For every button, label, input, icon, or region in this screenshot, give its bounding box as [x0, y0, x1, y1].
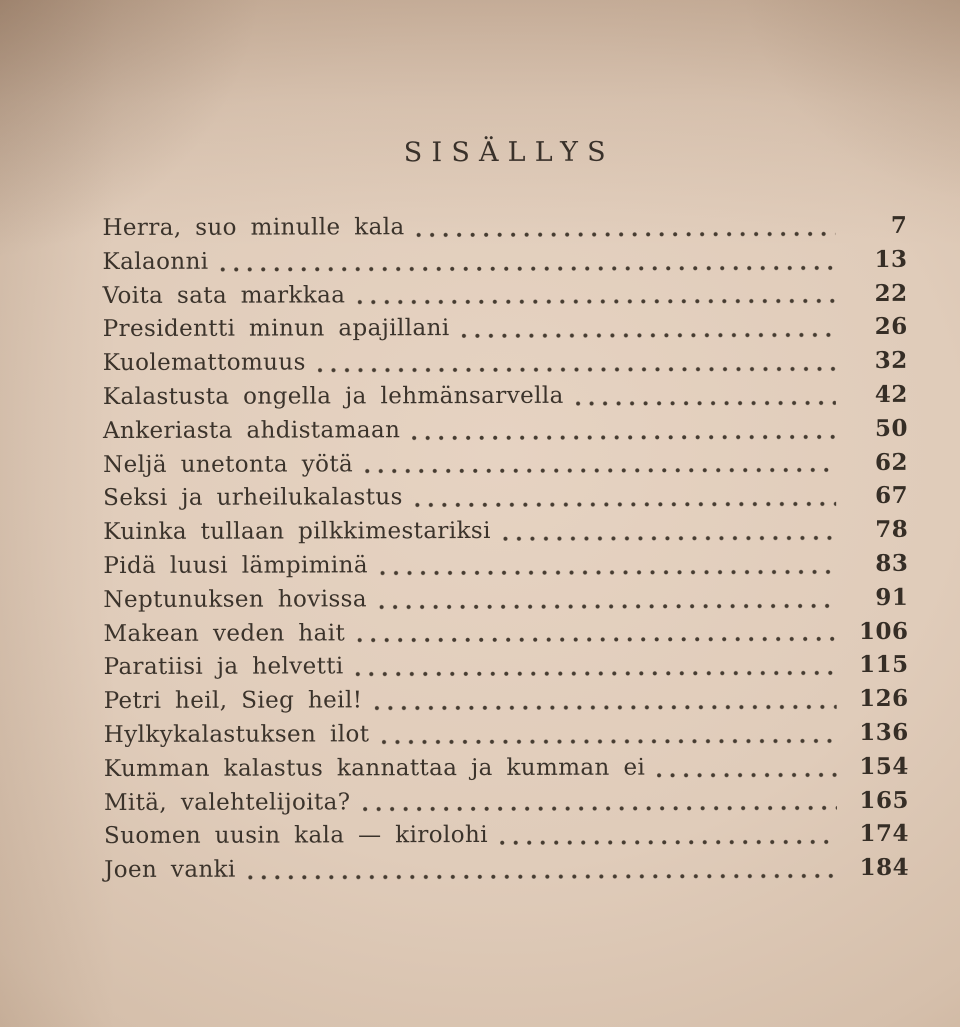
toc-entry-title: Kumman kalastus kannattaa ja kumman ei	[103, 754, 646, 782]
dot-leader	[357, 636, 836, 643]
toc-page-number: 91	[875, 583, 909, 611]
toc-entry-title: Neptunuksen hovissa	[103, 586, 367, 613]
toc-row	[104, 719, 909, 755]
toc-entry-title: Presidentti minun apajillani	[102, 315, 450, 343]
toc-entry-title: Ankeriasta ahdistamaan	[102, 416, 401, 444]
dot-leader	[380, 569, 836, 576]
toc-row	[104, 854, 909, 890]
toc-entry-title: Joen vanki	[104, 856, 236, 884]
toc-page-number: 22	[874, 279, 908, 307]
toc-page-number: 126	[859, 685, 909, 713]
toc-row	[104, 820, 909, 856]
toc-row	[103, 381, 908, 417]
dot-leader	[500, 839, 837, 846]
toc-row	[103, 482, 908, 518]
toc-row	[102, 246, 907, 282]
toc-entry-title: Neljä unetonta yötä	[103, 450, 354, 478]
toc-page-number: 165	[859, 786, 909, 814]
toc-page-number: 67	[875, 482, 909, 510]
dot-leader	[415, 501, 836, 508]
dot-leader	[462, 332, 836, 339]
toc-row	[103, 313, 908, 349]
toc-row	[103, 347, 908, 383]
toc-row	[103, 617, 908, 653]
toc-row	[103, 448, 908, 484]
dot-leader	[657, 772, 837, 778]
toc-page-number: 7	[890, 211, 908, 239]
dot-leader	[379, 603, 836, 610]
toc-row	[104, 753, 909, 789]
toc-list	[102, 212, 909, 890]
dot-leader	[503, 535, 836, 542]
dot-leader	[221, 265, 836, 273]
toc-page-number: 115	[859, 651, 909, 679]
toc-row	[104, 786, 909, 822]
toc-entry-title: Seksi ja urheilukalastus	[103, 484, 403, 512]
toc-row	[103, 516, 908, 552]
toc-row	[102, 212, 907, 248]
dot-leader	[576, 400, 836, 407]
dot-leader	[412, 434, 836, 441]
toc-row	[103, 550, 908, 586]
toc-page-number: 184	[859, 854, 910, 882]
toc-entry-title: Suomen uusin kala — kirolohi	[103, 822, 488, 850]
toc-page-number: 106	[858, 617, 909, 645]
toc-row	[103, 584, 908, 620]
toc-entry-title: Kalaonni	[102, 248, 209, 275]
toc-entry-title: Hylkykalastuksen ilot	[103, 721, 370, 748]
dot-leader	[417, 231, 836, 238]
toc-entry-title: Mitä, valehtelijoita?	[103, 788, 351, 816]
toc-entry-title: Voita sata markkaa	[102, 281, 346, 309]
dot-leader	[365, 467, 836, 474]
toc-page-number: 154	[859, 752, 909, 780]
toc-entry-title: Makean veden hait	[103, 619, 346, 647]
dot-leader	[381, 738, 836, 745]
toc-entry-title: Kalastusta ongella ja lehmänsarvella	[102, 382, 564, 410]
toc-entry-title: Herra, suo minulle kala	[102, 214, 405, 241]
page-title: SISÄLLYS	[403, 136, 615, 169]
dot-leader	[318, 366, 836, 373]
toc-page-number: 32	[874, 347, 908, 375]
toc-row	[104, 685, 909, 721]
toc-entry-title: Paratiisi ja helvetti	[103, 653, 344, 681]
toc-entry-title: Petri heil, Sieg heil!	[103, 687, 363, 715]
toc-entry-title: Kuinka tullaan pilkkimestariksi	[103, 518, 491, 546]
toc-page-number: 78	[875, 516, 909, 544]
toc-page-number: 26	[874, 313, 908, 341]
toc-page-number: 42	[874, 380, 908, 408]
toc-page-number: 174	[859, 820, 910, 848]
toc-page-number: 50	[874, 414, 908, 442]
dot-leader	[248, 873, 837, 881]
toc-page-number: 13	[874, 245, 908, 273]
toc-row	[103, 279, 908, 315]
toc-entry-title: Kuolemattomuus	[102, 349, 306, 377]
dot-leader	[363, 805, 837, 812]
dot-leader	[374, 704, 836, 711]
toc-page-number: 136	[859, 718, 909, 746]
toc-page-number: 62	[874, 448, 909, 476]
toc-page-number: 83	[875, 549, 909, 577]
toc-entry-title: Pidä luusi lämpiminä	[103, 552, 369, 579]
dot-leader	[357, 298, 835, 305]
toc-row	[104, 651, 909, 687]
toc-row	[103, 415, 908, 451]
dot-leader	[356, 670, 837, 677]
